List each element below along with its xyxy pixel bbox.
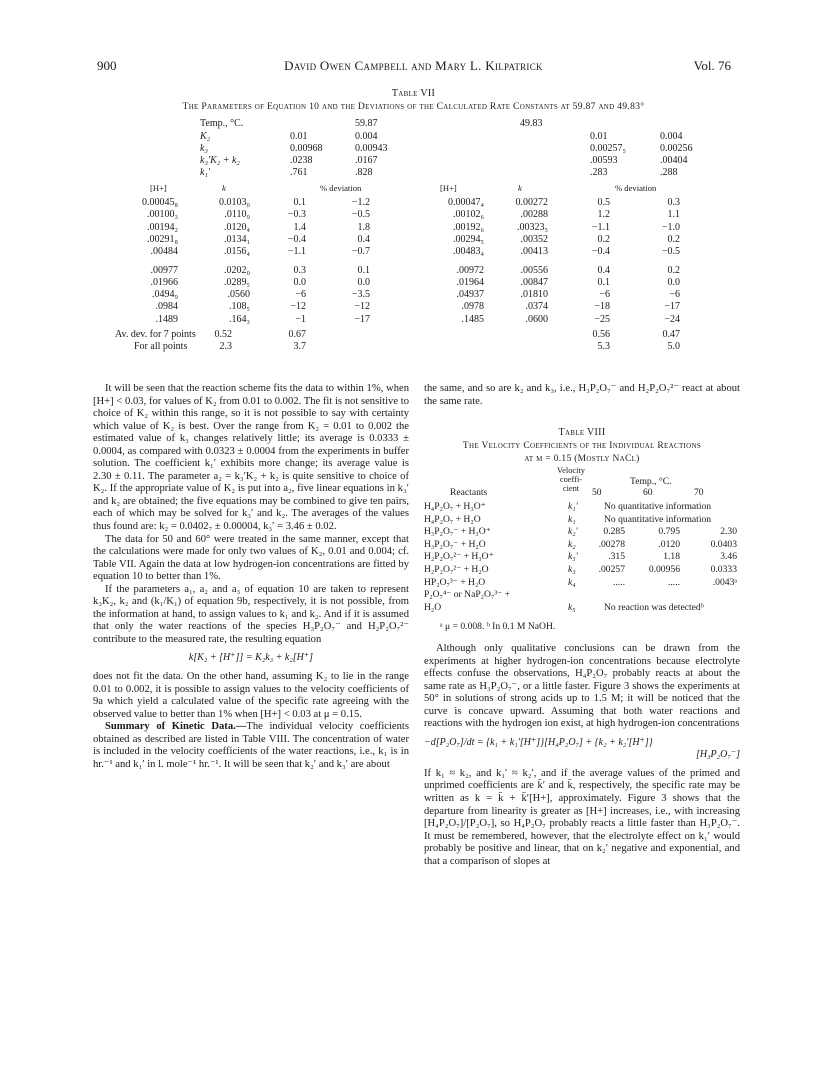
avdev-value: 0.47 bbox=[662, 329, 680, 340]
coef-cell: k₅ bbox=[568, 601, 576, 613]
table-cell: −18 bbox=[594, 301, 610, 313]
table-cell: .01964 bbox=[456, 276, 484, 288]
coef-cell: k₂′ bbox=[568, 526, 578, 538]
table-cell: −0.7 bbox=[351, 246, 370, 258]
param-value: .828 bbox=[355, 167, 373, 178]
table8-label: Table VIII bbox=[558, 427, 606, 438]
table-cell: 1.2 bbox=[597, 209, 610, 221]
table8-col-60: 60 bbox=[643, 487, 653, 498]
table7-temp-49: 49.83 bbox=[520, 118, 543, 129]
table-cell: .04937 bbox=[456, 289, 484, 301]
table-cell: .1485 bbox=[461, 313, 484, 325]
paragraph: If the parameters a₁, a₂ and a₃ of equation 10 are taken to represent k₃K₂, k₂ and (k₁/K₁) of equation 9b, respectively, it is not possible, from the information at hand, to assign values to k₁ and k₂. And if it is assumed that only the water reactions of the species H₃P₂O₇⁻ and H₂P₂O₇²⁻ contribute to the measured rate, the resulting equation bbox=[93, 583, 409, 645]
table-cell: .00100₃ bbox=[147, 209, 178, 221]
table8-footnote: ᵃ μ = 0.008. ᵇ In 0.1 M NaOH. bbox=[440, 621, 556, 632]
table-cell: 0.2 bbox=[597, 233, 610, 245]
table7-temp-59: 59.87 bbox=[355, 118, 378, 129]
value-cell: 0.795 bbox=[658, 526, 680, 538]
table-cell: .00288 bbox=[520, 209, 548, 221]
table-cell: .00192₆ bbox=[453, 221, 484, 233]
note-cell: No reaction was detectedᵇ bbox=[604, 601, 704, 613]
paragraph: Although only qualitative conclusions can be drawn from the experiments at higher hydrogen-ion concentrations because electrolyte effects confuse the observations, H₄P₂O₇ probably reacts at about the same rate as H₃P₂O₇⁻, or a little faster. Figure 3 shows the experiments at 50° in solutions of strong acids up to 1.5 M; it will be noticed that the curve is concave upward. Assuming that both water reactions and reactions with the hydrogen ion exist, at high hydrogen-ion concentrations bbox=[424, 643, 740, 730]
col-k-right: k bbox=[518, 183, 522, 193]
table-cell: 0.3 bbox=[667, 197, 680, 208]
table-cell: .1489 bbox=[155, 313, 178, 325]
table-cell: −6 bbox=[599, 289, 610, 301]
avdev-value: 0.67 bbox=[288, 329, 306, 340]
table-cell: −0.4 bbox=[287, 233, 306, 245]
table-cell: 0.3 bbox=[293, 264, 306, 276]
table-cell: .01810 bbox=[520, 289, 548, 301]
table-cell: .00102₆ bbox=[453, 209, 484, 221]
table-cell: .0600 bbox=[525, 313, 548, 325]
table-cell: 1.4 bbox=[293, 221, 306, 233]
paragraph: The data for 50 and 60° were treated in the same manner, except that the calculations were made for only two values of K₂, 0.01 and 0.004; cf. Table VII. Again the data at low hydrogen-ion concentrations are fitted by equation 10 to better than 1%. bbox=[93, 533, 409, 583]
equation: −d[P₂O₇]/dt = {k₁ + k₁′[H⁺]}[H₄P₂O₇] + {k₂ + k₂′[H⁺]} bbox=[424, 736, 653, 748]
param-name: k₃ bbox=[200, 143, 208, 154]
paragraph: the same, and so are k₂ and k₃, i.e., H₃P₂O₇⁻ and H₂P₂O₇²⁻ react at about the same rate. bbox=[424, 383, 740, 407]
param-value: .0167 bbox=[355, 155, 378, 166]
avdev-value: 0.56 bbox=[592, 329, 610, 340]
table-cell: −1.2 bbox=[351, 197, 370, 208]
param-value: 0.00968 bbox=[290, 143, 323, 154]
param-value: .00593 bbox=[590, 155, 618, 166]
running-head-authors: David Owen Campbell and Mary L. Kilpatrick bbox=[284, 58, 543, 73]
allpts-value: 3.7 bbox=[293, 341, 306, 352]
value-cell: ..... bbox=[668, 576, 680, 588]
table-cell: −0.5 bbox=[661, 246, 680, 258]
table-cell: .00323₅ bbox=[517, 221, 548, 233]
table-cell: .108₅ bbox=[229, 301, 250, 313]
table-cell: .164₃ bbox=[229, 313, 250, 325]
col-h-right: [H+] bbox=[440, 183, 457, 193]
avdev-value: 0.52 bbox=[214, 329, 232, 340]
param-value: 0.00256 bbox=[660, 143, 693, 154]
reactants-cell: HP₂O₇³⁻ + H₂O bbox=[424, 576, 486, 588]
allpts-value: 5.0 bbox=[667, 341, 680, 352]
paragraph: If k₁ ≈ k₂, and k₁′ ≈ k₂′, and if the average values of the primed and unprimed coefficients are k̄′ and k̄, respectively, the specific rate may be written as k = k̄ + k̄′[H+], approximately. Figure 3 shows that the departure from linearity is greater as [H+] increases, i.e., with increasing [H₄P₂O₇]/[P₂O₇], so H₄P₂O₇ probably reacts a little faster than H₃P₂O₇⁻. It must be remembered, however, that the electrolyte effect on k₁′ would probably be positive and linear, that on k₂′ negative and exponential, and that a comparison of slopes at bbox=[424, 767, 740, 867]
table7-caption: The Parameters of Equation 10 and the Deviations of the Calculated Rate Constants at 59.87 and 49.83° bbox=[182, 101, 645, 112]
reactants-cell: H₄P₂O₇ + H₂O bbox=[424, 513, 481, 525]
value-cell: 0.0333 bbox=[710, 564, 737, 575]
value-cell: .00278 bbox=[598, 538, 625, 550]
table-cell: −17 bbox=[664, 301, 680, 313]
col-dev-right: % deviation bbox=[615, 183, 657, 193]
equation-continuation: [H₃P₂O₇⁻] bbox=[695, 749, 740, 761]
table-cell: −1.1 bbox=[287, 246, 306, 258]
value-cell: .315 bbox=[608, 551, 625, 563]
value-cell: ..... bbox=[613, 576, 625, 588]
reactants-cell: H₂O bbox=[424, 601, 442, 613]
table-cell: −6 bbox=[669, 289, 680, 301]
param-value: 0.004 bbox=[355, 131, 378, 142]
allpts-label: For all points bbox=[134, 341, 188, 352]
value-cell: .0043ᵃ bbox=[712, 576, 737, 588]
table-cell: .00972 bbox=[456, 264, 484, 276]
table-cell: .00413 bbox=[520, 246, 548, 258]
table-cell: 0.0 bbox=[667, 276, 680, 288]
table7-label: Table VII bbox=[391, 88, 436, 99]
table-cell: .01966 bbox=[150, 276, 178, 288]
param-value: .0238 bbox=[290, 155, 313, 166]
reactants-cell: H₃P₂O₇⁻ + H₂O bbox=[424, 538, 486, 550]
value-cell: .0120 bbox=[658, 538, 680, 550]
table-cell: .0289₅ bbox=[224, 276, 250, 288]
right-column-top bbox=[424, 383, 740, 408]
table8-col-velocity: Velocity coeffi- cient bbox=[557, 466, 585, 493]
table-cell: .0494₉ bbox=[152, 289, 178, 301]
param-value: .283 bbox=[590, 167, 608, 178]
table-cell: .00194₂ bbox=[147, 221, 178, 233]
value-cell: 0.00956 bbox=[648, 564, 680, 575]
reactants-cell: P₂O₇⁴⁻ or NaP₂O₇³⁻ + bbox=[424, 589, 511, 601]
table-cell: −3.5 bbox=[351, 289, 370, 301]
right-column-bottom bbox=[424, 643, 740, 868]
reactants-cell: H₃P₂O₇⁻ + H₃O⁺ bbox=[424, 526, 491, 538]
coef-cell: k₂ bbox=[568, 538, 576, 550]
table-cell: 0.1 bbox=[597, 276, 610, 288]
reactants-cell: H₂P₂O₇²⁻ + H₃O⁺ bbox=[424, 551, 494, 563]
coef-cell: k₁′ bbox=[568, 501, 578, 512]
param-name: k₃′K₂ + k₂ bbox=[200, 155, 240, 166]
table-cell: 0.00272 bbox=[515, 197, 548, 208]
table-cell: 0.2 bbox=[667, 264, 680, 276]
table-cell: 1.1 bbox=[667, 209, 680, 221]
paragraph: The individual velocity coefficients obtained as described are listed in Table VIII. The concentration of water is included in the velocity coefficients of the water reactions, i.e., k₁ is in hr.⁻¹ and k₁′ in l. mole⁻¹ hr.⁻¹. It will be seen that k₂′ and k₃′ are about bbox=[93, 721, 409, 770]
table-cell: 0.1 bbox=[357, 264, 370, 276]
coef-cell: k₃′ bbox=[568, 551, 578, 563]
col-k-left: k bbox=[222, 183, 226, 193]
value-cell: .00257 bbox=[598, 564, 625, 575]
value-cell: 2.30 bbox=[720, 526, 737, 538]
param-value: .761 bbox=[290, 167, 308, 178]
table8-col-temp: Temp., °C. bbox=[630, 476, 672, 487]
table-cell: −12 bbox=[354, 301, 370, 313]
table8-col-50: 50 bbox=[592, 487, 602, 498]
table-cell: 0.0 bbox=[293, 276, 306, 288]
table-cell: 0.00045₈ bbox=[142, 197, 178, 208]
table-cell: −6 bbox=[295, 289, 306, 301]
allpts-value: 5.3 bbox=[597, 341, 610, 352]
value-cell: 0.0403 bbox=[710, 538, 737, 550]
table8-col-70: 70 bbox=[694, 487, 704, 498]
table-cell: 0.2 bbox=[667, 233, 680, 245]
table8-col-reactants: Reactants bbox=[450, 487, 488, 498]
value-cell: 3.46 bbox=[720, 551, 737, 563]
coef-cell: k₄ bbox=[568, 576, 576, 588]
table-cell: .00352 bbox=[520, 233, 548, 245]
col-dev-left: % deviation bbox=[320, 183, 362, 193]
avdev-label: Av. dev. for 7 points bbox=[115, 329, 196, 340]
table-cell: .00847 bbox=[520, 276, 548, 288]
table-cell: .0156₄ bbox=[224, 246, 250, 258]
table-cell: .0110₉ bbox=[224, 209, 250, 221]
table-cell: −24 bbox=[664, 313, 680, 325]
table8-caption-line2: at μ = 0.15 (Mostly NaCl) bbox=[524, 454, 640, 464]
table-cell: 0.00047₄ bbox=[448, 197, 484, 208]
equation: k[K₂ + [H⁺]] = K₂k₃ + k₂[H⁺] bbox=[188, 652, 314, 664]
param-value: 0.00943 bbox=[355, 143, 388, 154]
table-cell: .00484 bbox=[150, 246, 178, 258]
table-cell: −1.0 bbox=[661, 221, 680, 233]
coef-cell: k₁ bbox=[568, 513, 576, 525]
table-cell: 0.1 bbox=[293, 197, 306, 208]
table-cell: −1.1 bbox=[591, 221, 610, 233]
table-cell: 0.5 bbox=[597, 197, 610, 208]
table7-temp-label: Temp., °C. bbox=[200, 118, 244, 129]
param-value: 0.00257₅ bbox=[590, 143, 626, 154]
paragraph: does not fit the data. On the other hand, assuming K₂ to lie in the range 0.01 to 0.002, it is possible to assign values to the velocity coefficients of 9a which yield a calculated value of the specific rate agreeing with the observed value to better than 1% when [H+] < 0.03 at μ = 0.15. bbox=[93, 671, 409, 720]
table-cell: .00977 bbox=[150, 264, 178, 276]
param-name: k₁′ bbox=[200, 167, 211, 178]
reactants-cell: H₂P₂O₇²⁻ + H₂O bbox=[424, 564, 489, 575]
param-value: 0.004 bbox=[660, 131, 683, 142]
table-cell: −1 bbox=[295, 313, 306, 325]
page-number: 900 bbox=[97, 58, 117, 73]
param-value: .288 bbox=[660, 167, 678, 178]
table-cell: 0.0 bbox=[357, 276, 370, 288]
table-cell: .0978 bbox=[461, 301, 484, 313]
coef-cell: k₃ bbox=[568, 564, 576, 575]
table-cell: .0120₄ bbox=[224, 221, 250, 233]
table-cell: 0.4 bbox=[357, 233, 370, 245]
volume-label: Vol. 76 bbox=[693, 58, 731, 73]
table-cell: −0.4 bbox=[591, 246, 610, 258]
table-cell: 1.8 bbox=[357, 221, 370, 233]
table-cell: −0.3 bbox=[287, 209, 306, 221]
section-heading: Summary of Kinetic Data.— bbox=[105, 721, 247, 733]
table-cell: .00556 bbox=[520, 264, 548, 276]
param-value: 0.01 bbox=[290, 131, 308, 142]
table-cell: −17 bbox=[354, 313, 370, 325]
note-cell: No quantitative information bbox=[604, 513, 712, 525]
table-cell: .0560 bbox=[227, 289, 250, 301]
value-cell: 1.18 bbox=[663, 551, 680, 563]
table-cell: .00291₈ bbox=[147, 233, 178, 245]
table-cell: −0.5 bbox=[351, 209, 370, 221]
note-cell: No quantitative information bbox=[604, 501, 712, 512]
table-cell: .0984 bbox=[155, 301, 178, 313]
table8-caption-line1: The Velocity Coefficients of the Individual Reactions bbox=[462, 441, 702, 451]
param-value: 0.01 bbox=[590, 131, 608, 142]
left-column bbox=[93, 383, 409, 771]
table-cell: .0134₁ bbox=[224, 233, 250, 245]
table-cell: −12 bbox=[290, 301, 306, 313]
table-cell: 0.4 bbox=[597, 264, 610, 276]
value-cell: 0.285 bbox=[603, 526, 625, 538]
table-cell: .0374 bbox=[525, 301, 548, 313]
table-cell: .00294₅ bbox=[453, 233, 484, 245]
table-cell: .00483₄ bbox=[453, 246, 484, 258]
table-cell: −25 bbox=[594, 313, 610, 325]
param-value: .00404 bbox=[660, 155, 688, 166]
col-h-left: [H+] bbox=[150, 183, 167, 193]
reactants-cell: H₄P₂O₇ + H₃O⁺ bbox=[424, 501, 486, 512]
table-cell: .0202₀ bbox=[224, 264, 250, 276]
allpts-value: 2.3 bbox=[219, 341, 232, 352]
table-cell: 0.0103₀ bbox=[219, 197, 250, 208]
paragraph: It will be seen that the reaction scheme fits the data to within 1%, when [H+] < 0.03, for values of K₂ from 0.01 to 0.002. The fit is not sensitive to choice of K₂ within this range, so it is not possible to say with certainty which value of K₂ is best. Over the range from K₂ = 0.01 to 0.002 the estimated value of k₃ changes relatively little; its average is 0.0333 ± 0.0004, as compared with 0.0323 ± 0.0004 from the experiments in buffer solution. The coefficient k₁′ exhibits more change; its average value is 2.30 ± 0.11. The parameter a₂ = k₃′K₂ + k₂ is quite sensitive to choice of K₂. If the appropriate value of K₂ is put into a₂, five linear equations in k₃′ and k₂ are obtained; the five equations may be combined to give ten pairs, each of which may be solved for k₃′ and k₂. The averages of the values thus found are: k₂ = 0.0402₇ ± 0.00004, k₃′ = 3.46 ± 0.02. bbox=[93, 383, 409, 533]
param-name: K₂ bbox=[200, 131, 211, 142]
